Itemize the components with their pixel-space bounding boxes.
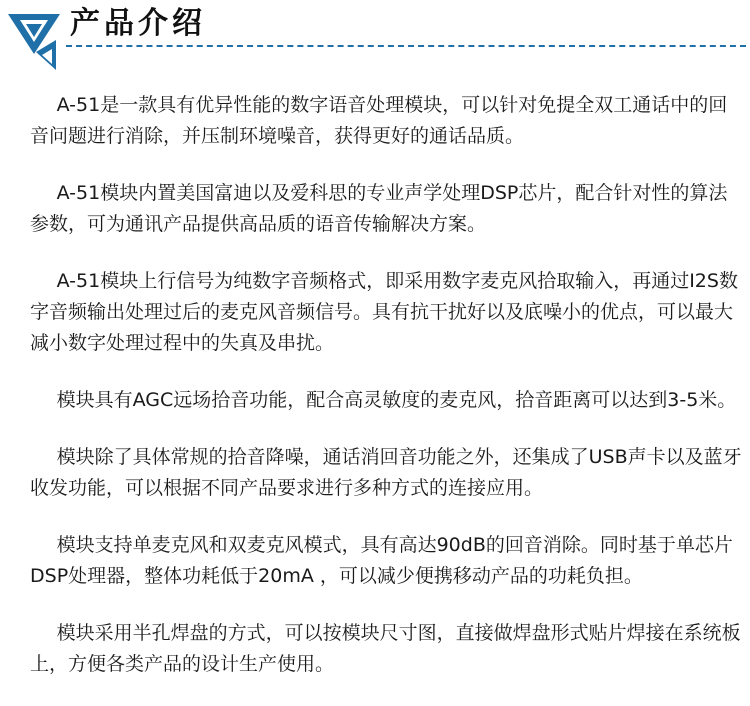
paragraph: A-51模块上行信号为纯数字音频格式，即采用数字麦克风拾取输入，再通过I2S数字音频输出处理过后的麦克风音频信号。具有抗干扰好以及底噪小的优点，可以最大减小数字处理过程中的失真及串扰。 [30,270,738,354]
product-description [30,90,742,706]
paragraph: 模块具有AGC远场拾音功能，配合高灵敏度的麦克风，拾音距离可以达到3-5米。 [56,389,737,411]
triangle-v-logo-icon [6,10,62,72]
paragraph: 模块采用半孔焊盘的方式，可以按模块尺寸图，直接做焊盘形式贴片焊接在系统板上，方便各类产品的设计生产使用。 [30,622,741,675]
paragraph: A-51是一款具有优异性能的数字语音处理模块，可以针对免提全双工通话中的回音问题进行消除，并压制环境噪音，获得更好的通话品质。 [30,94,728,147]
section-header [0,0,750,80]
paragraph: 模块支持单麦克风和双麦克风模式，具有高达90dB的回音消除。同时基于单芯片DSP处理器，整体功耗低于20mA ，可以减少便携移动产品的功耗负担。 [30,534,733,587]
page-title: 产品介绍 [70,6,206,41]
paragraph: A-51模块内置美国富迪以及爱科思的专业声学处理DSP芯片，配合针对性的算法参数，可为通讯产品提供高品质的语音传输解决方案。 [30,182,728,235]
dashed-divider [66,45,746,47]
paragraph: 模块除了具体常规的拾音降噪，通话消回音功能之外，还集成了USB声卡以及蓝牙收发功能，可以根据不同产品要求进行多种方式的连接应用。 [30,446,742,499]
